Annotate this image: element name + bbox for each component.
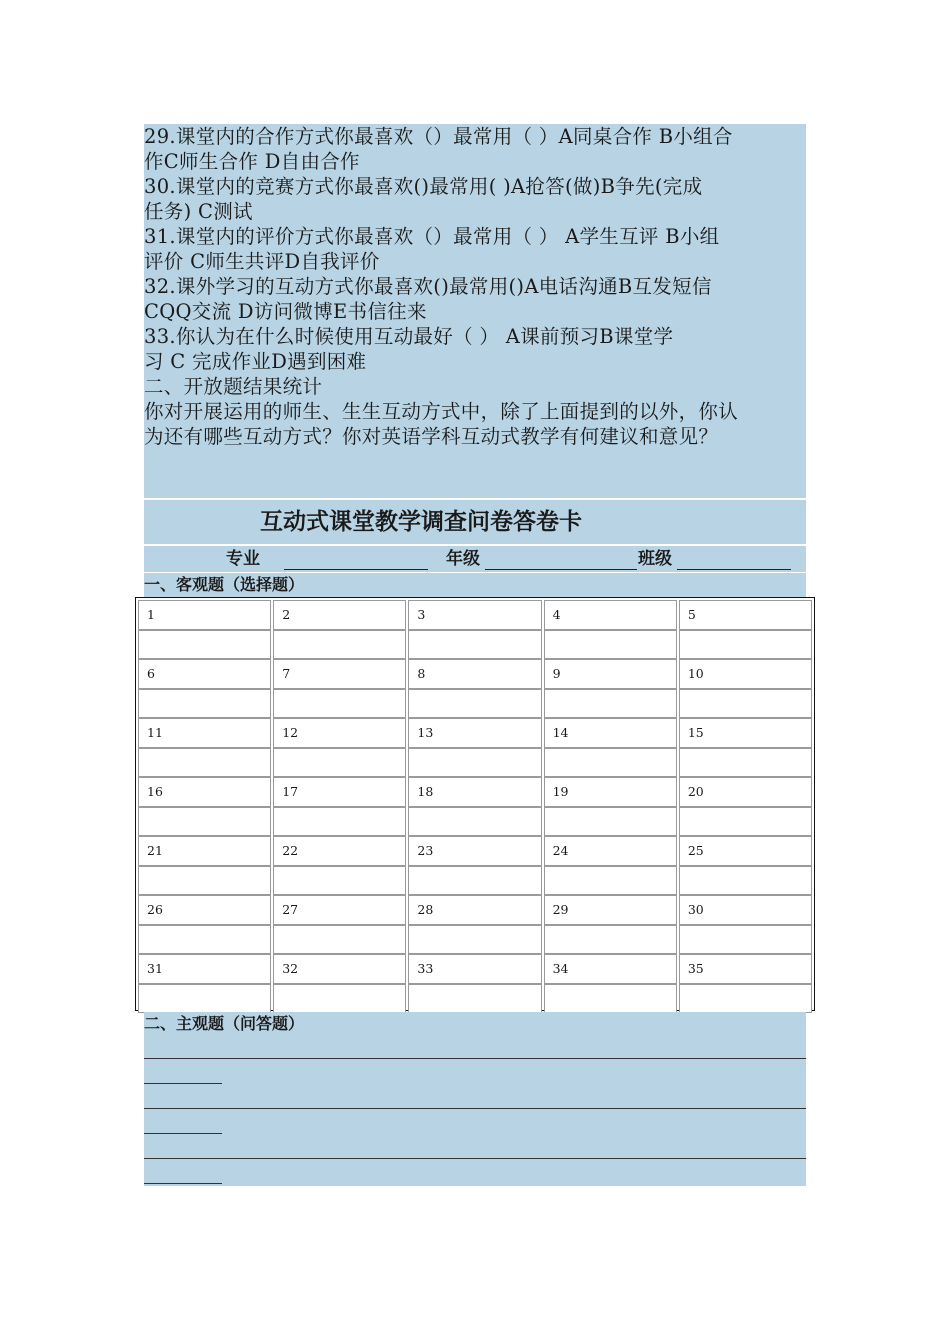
answer-cell[interactable] bbox=[679, 807, 812, 837]
answer-cell[interactable] bbox=[679, 925, 812, 955]
section-subjective-title: 二、主观题（问答题） bbox=[144, 1012, 806, 1036]
answer-cell[interactable] bbox=[273, 630, 406, 660]
question-number: 16 bbox=[138, 777, 271, 807]
question-number: 5 bbox=[679, 600, 812, 630]
question-line: CQQ交流 D访问微博E书信往来 bbox=[144, 300, 427, 323]
answer-row bbox=[137, 689, 813, 719]
answer-cell[interactable] bbox=[408, 630, 541, 660]
question-number: 27 bbox=[273, 895, 406, 925]
answer-cell[interactable] bbox=[679, 748, 812, 778]
question-line: 任务) C测试 bbox=[144, 200, 253, 223]
question-number: 20 bbox=[679, 777, 812, 807]
answer-row bbox=[137, 866, 813, 896]
student-info-fields bbox=[144, 546, 806, 572]
answer-line-end bbox=[144, 1183, 222, 1184]
number-row bbox=[137, 600, 813, 630]
answer-cell[interactable] bbox=[273, 866, 406, 896]
question-number: 6 bbox=[138, 659, 271, 689]
question-line: 30.课堂内的竞赛方式你最喜欢()最常用( )A抢答(做)B争先(完成 bbox=[144, 175, 703, 198]
answer-cell[interactable] bbox=[408, 984, 541, 1014]
answer-cell[interactable] bbox=[273, 748, 406, 778]
question-number: 4 bbox=[544, 600, 677, 630]
answer-cell[interactable] bbox=[544, 689, 677, 719]
answer-line-block[interactable] bbox=[144, 1086, 806, 1136]
answer-row bbox=[137, 807, 813, 837]
question-line: 习 C 完成作业D遇到困难 bbox=[144, 350, 367, 373]
answer-row bbox=[137, 984, 813, 1014]
answer-line bbox=[144, 1058, 806, 1059]
class-label: 班级 bbox=[638, 549, 672, 569]
question-number: 21 bbox=[138, 836, 271, 866]
question-number: 33 bbox=[408, 954, 541, 984]
answer-cell[interactable] bbox=[273, 925, 406, 955]
answer-cell[interactable] bbox=[138, 689, 271, 719]
answer-row bbox=[137, 630, 813, 660]
answer-cell[interactable] bbox=[138, 984, 271, 1014]
question-number: 34 bbox=[544, 954, 677, 984]
answer-cell[interactable] bbox=[273, 807, 406, 837]
question-number: 18 bbox=[408, 777, 541, 807]
question-number: 1 bbox=[138, 600, 271, 630]
class-field[interactable] bbox=[677, 569, 791, 570]
answer-cell[interactable] bbox=[679, 866, 812, 896]
question-line: 33.你认为在什么时候使用互动最好（ ） A课前预习B课堂学 bbox=[144, 325, 674, 348]
answer-line-end bbox=[144, 1133, 222, 1134]
question-number: 22 bbox=[273, 836, 406, 866]
answer-cell[interactable] bbox=[138, 807, 271, 837]
answer-cell[interactable] bbox=[138, 925, 271, 955]
answer-line-block[interactable] bbox=[144, 1136, 806, 1186]
open-question-heading: 二、开放题结果统计 bbox=[144, 375, 323, 398]
answer-row bbox=[137, 925, 813, 955]
question-number: 26 bbox=[138, 895, 271, 925]
question-number: 24 bbox=[544, 836, 677, 866]
question-number: 2 bbox=[273, 600, 406, 630]
question-number: 3 bbox=[408, 600, 541, 630]
major-label: 专业 bbox=[226, 549, 260, 569]
question-number: 9 bbox=[544, 659, 677, 689]
answer-grid bbox=[135, 597, 815, 1011]
answer-cell[interactable] bbox=[273, 984, 406, 1014]
question-line: 作C师生合作 D自由合作 bbox=[144, 150, 360, 173]
section-objective-title: 一、客观题（选择题） bbox=[144, 573, 806, 597]
question-number: 14 bbox=[544, 718, 677, 748]
answer-cell[interactable] bbox=[408, 748, 541, 778]
answer-cell[interactable] bbox=[544, 984, 677, 1014]
question-list bbox=[144, 124, 806, 449]
answer-cell[interactable] bbox=[679, 689, 812, 719]
question-number: 23 bbox=[408, 836, 541, 866]
number-row bbox=[137, 895, 813, 925]
question-number: 15 bbox=[679, 718, 812, 748]
question-number: 8 bbox=[408, 659, 541, 689]
answer-cell[interactable] bbox=[408, 866, 541, 896]
answer-cell[interactable] bbox=[544, 807, 677, 837]
answer-cell[interactable] bbox=[138, 630, 271, 660]
grade-label: 年级 bbox=[446, 549, 480, 569]
question-number: 35 bbox=[679, 954, 812, 984]
answer-cell[interactable] bbox=[679, 630, 812, 660]
answer-cell[interactable] bbox=[544, 866, 677, 896]
question-line: 评价 C师生共评D自我评价 bbox=[144, 250, 380, 273]
number-row bbox=[137, 718, 813, 748]
question-number: 13 bbox=[408, 718, 541, 748]
answer-line bbox=[144, 1108, 806, 1109]
question-number: 28 bbox=[408, 895, 541, 925]
answer-cell[interactable] bbox=[408, 925, 541, 955]
question-line: 31.课堂内的评价方式你最喜欢（）最常用（ ） A学生互评 B小组 bbox=[144, 225, 720, 248]
question-number: 11 bbox=[138, 718, 271, 748]
question-number: 31 bbox=[138, 954, 271, 984]
question-number: 29 bbox=[544, 895, 677, 925]
answer-cell[interactable] bbox=[138, 866, 271, 896]
question-number: 10 bbox=[679, 659, 812, 689]
major-field[interactable] bbox=[284, 569, 428, 570]
answer-cell[interactable] bbox=[138, 748, 271, 778]
answer-line-end bbox=[144, 1083, 222, 1084]
question-number: 19 bbox=[544, 777, 677, 807]
question-number: 25 bbox=[679, 836, 812, 866]
question-line: 29.课堂内的合作方式你最喜欢（）最常用（ ）A同桌合作 B小组合 bbox=[144, 125, 733, 148]
question-line: 为还有哪些互动方式？你对英语学科互动式教学有何建议和意见？ bbox=[144, 425, 719, 448]
answer-card-title: 互动式课堂教学调查问卷答卷卡 bbox=[144, 500, 806, 544]
answer-cell[interactable] bbox=[408, 807, 541, 837]
grade-field[interactable] bbox=[485, 569, 637, 570]
answer-row bbox=[137, 748, 813, 778]
answer-line-block[interactable] bbox=[144, 1036, 806, 1086]
answer-cell[interactable] bbox=[273, 689, 406, 719]
question-number: 32 bbox=[273, 954, 406, 984]
number-row bbox=[137, 777, 813, 807]
answer-cell[interactable] bbox=[679, 984, 812, 1014]
question-number: 30 bbox=[679, 895, 812, 925]
answer-line bbox=[144, 1158, 806, 1159]
answer-cell[interactable] bbox=[408, 689, 541, 719]
number-row bbox=[137, 836, 813, 866]
question-line: 你对开展运用的师生、生生互动方式中，除了上面提到的以外，你认 bbox=[144, 400, 739, 423]
question-number: 12 bbox=[273, 718, 406, 748]
blank-band bbox=[144, 449, 806, 498]
number-row bbox=[137, 954, 813, 984]
answer-cell[interactable] bbox=[544, 630, 677, 660]
answer-cell[interactable] bbox=[544, 925, 677, 955]
question-number: 7 bbox=[273, 659, 406, 689]
number-row bbox=[137, 659, 813, 689]
answer-cell[interactable] bbox=[544, 748, 677, 778]
question-line: 32.课外学习的互动方式你最喜欢()最常用()A电话沟通B互发短信 bbox=[144, 275, 712, 298]
question-number: 17 bbox=[273, 777, 406, 807]
